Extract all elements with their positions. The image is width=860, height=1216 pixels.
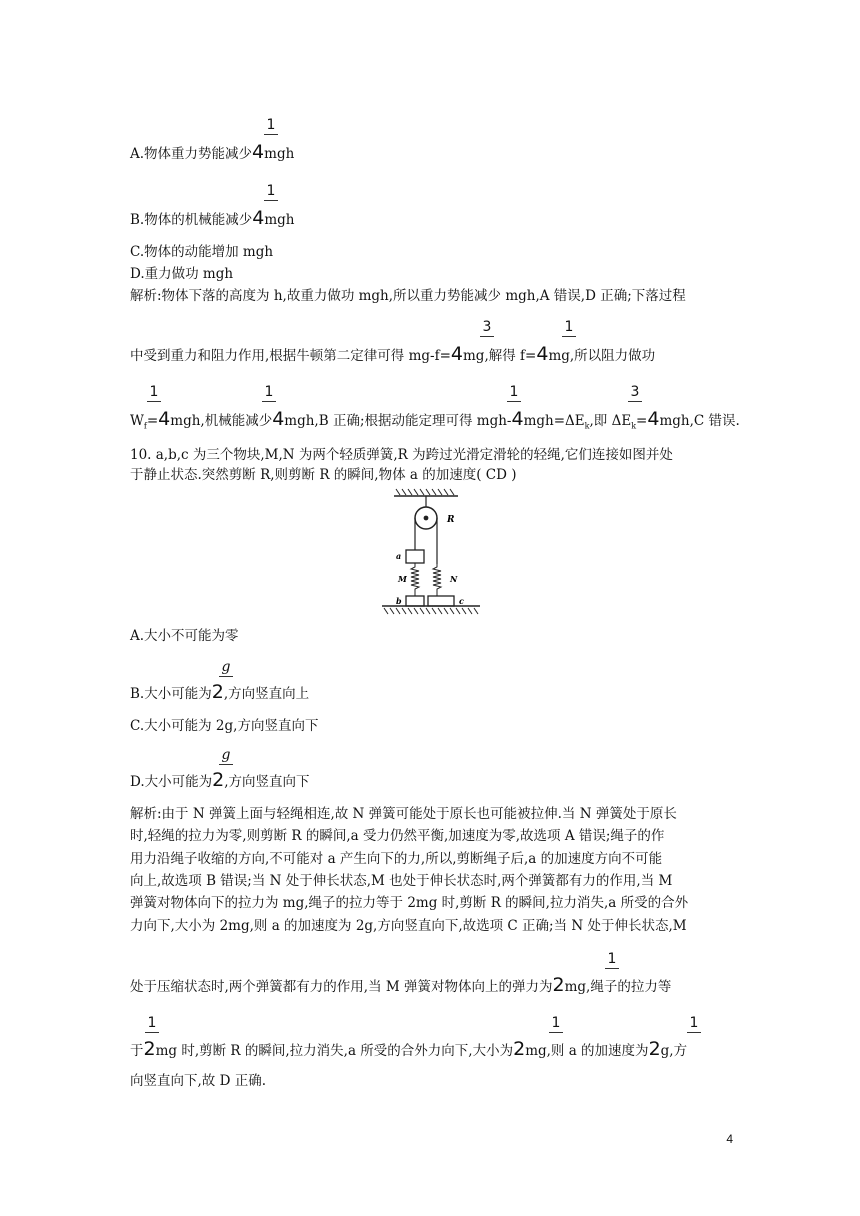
block-c [428, 596, 454, 606]
fraction-one-quarter: 1 [507, 385, 521, 403]
q10-option-b: B.大小可能为2,方向竖直向上 [130, 681, 310, 703]
analysis2-line-4: 向上,故选项 B 错误;当 N 处于伸长状态,M 也处于伸长状态时,两个弹簧都有力的作用,当 M [130, 873, 673, 889]
fraction-one-half: 1 [549, 1016, 563, 1034]
analysis2-line-3: 用力沿绳子收缩的方向,不可能对 a 产生向下的力,所以,剪断绳子后,a 的加速度方向不可能 [130, 851, 663, 867]
q10-option-d: D.大小可能为2,方向竖直向下 [130, 769, 310, 791]
analysis2-line-5: 弹簧对物体向下的拉力为 mg,绳子的拉力等于 2mg 时,剪断 R 的瞬间,拉力消失,a 所受的合外 [130, 895, 689, 911]
analysis2-line-6: 力向下,大小为 2mg,则 a 的加速度为 2g,方向竖直向下,故选项 C 正确;当 N 处于伸长状态,M [130, 918, 687, 934]
spring-n [433, 564, 441, 596]
fraction-three-quarters: 3 [628, 385, 642, 403]
question-10-line-1: 10. a,b,c 为三个物块,M,N 为两个轻质弹簧,R 为跨过光滑定滑轮的轻绳,它们连接如图并处 [130, 447, 673, 463]
fraction-one-quarter: 1 [264, 184, 278, 202]
analysis2-line-8: 于2mg 时,剪断 R 的瞬间,拉力消失,a 所受的合外力向下,大小为2mg,则 a 的加速度为2g,方 [130, 1038, 688, 1060]
analysis2-line-1: 解析:由于 N 弹簧上面与轻绳相连,故 N 弹簧可能处于原长也可能被拉伸.当 N 弹簧处于原长 [130, 806, 677, 822]
label-a: a [396, 551, 402, 561]
label-b: b [396, 596, 402, 606]
fraction-g-over-2: g [219, 660, 233, 678]
option-b: B.物体的机械能减少4mgh [130, 207, 295, 229]
fraction-one-half: 1 [687, 1016, 701, 1034]
fraction-three-quarters: 3 [480, 320, 494, 338]
fraction-one-quarter: 1 [262, 385, 276, 403]
analysis-line-1: 解析:物体下落的高度为 h,故重力做功 mgh,所以重力势能减少 mgh,A 错误,D 正确;下落过程 [130, 288, 686, 304]
analysis-line-3: $W_f=4mgh$,机械能减少4mgh,B 正确;根据动能定理可得 mgh-$4mgh=\Delta E_k$,即 $\Delta E_k=4mgh,C$ 错误. [130, 408, 740, 431]
fraction-g-over-2: g [219, 748, 233, 766]
pulley-spring-diagram [378, 488, 484, 616]
fraction-one-quarter: 1 [264, 118, 278, 136]
analysis2-line-9: 向竖直向下,故 D 正确. [130, 1073, 266, 1089]
fraction-one-quarter: 1 [562, 320, 576, 338]
option-a: A.物体重力势能减少4mgh [130, 141, 295, 163]
option-c: C.物体的动能增加 mgh [130, 244, 274, 260]
page-number: 4 [726, 1132, 733, 1146]
block-b [406, 596, 424, 606]
analysis-line-2: 中受到重力和阻力作用,根据牛顿第二定律可得 mg-f=4mg,解得 f=4mg,所以阻力做功 [130, 343, 656, 365]
q10-option-a: A.大小不可能为零 [130, 628, 239, 644]
spring-m [411, 563, 419, 596]
label-m: M [398, 574, 407, 584]
analysis2-line-7: 处于压缩状态时,两个弹簧都有力的作用,当 M 弹簧对物体向上的弹力为2mg,绳子的拉力等 [130, 974, 672, 996]
question-10-line-2: 于静止状态.突然剪断 R,则剪断 R 的瞬间,物体 a 的加速度( CD ) [130, 467, 517, 483]
label-r: R [447, 515, 455, 525]
label-n: N [450, 574, 458, 584]
fraction-one-quarter: 1 [147, 385, 161, 403]
fraction-one-half: 1 [145, 1016, 159, 1034]
fraction-one-half: 1 [605, 952, 619, 970]
analysis2-line-2: 时,轻绳的拉力为零,则剪断 R 的瞬间,a 受力仍然平衡,加速度为零,故选项 A 错误;绳子的作 [130, 828, 665, 844]
option-d: D.重力做功 mgh [130, 266, 234, 282]
q10-option-c: C.大小可能为 2g,方向竖直向下 [130, 718, 319, 734]
block-a [406, 550, 424, 563]
label-c: c [459, 596, 464, 606]
